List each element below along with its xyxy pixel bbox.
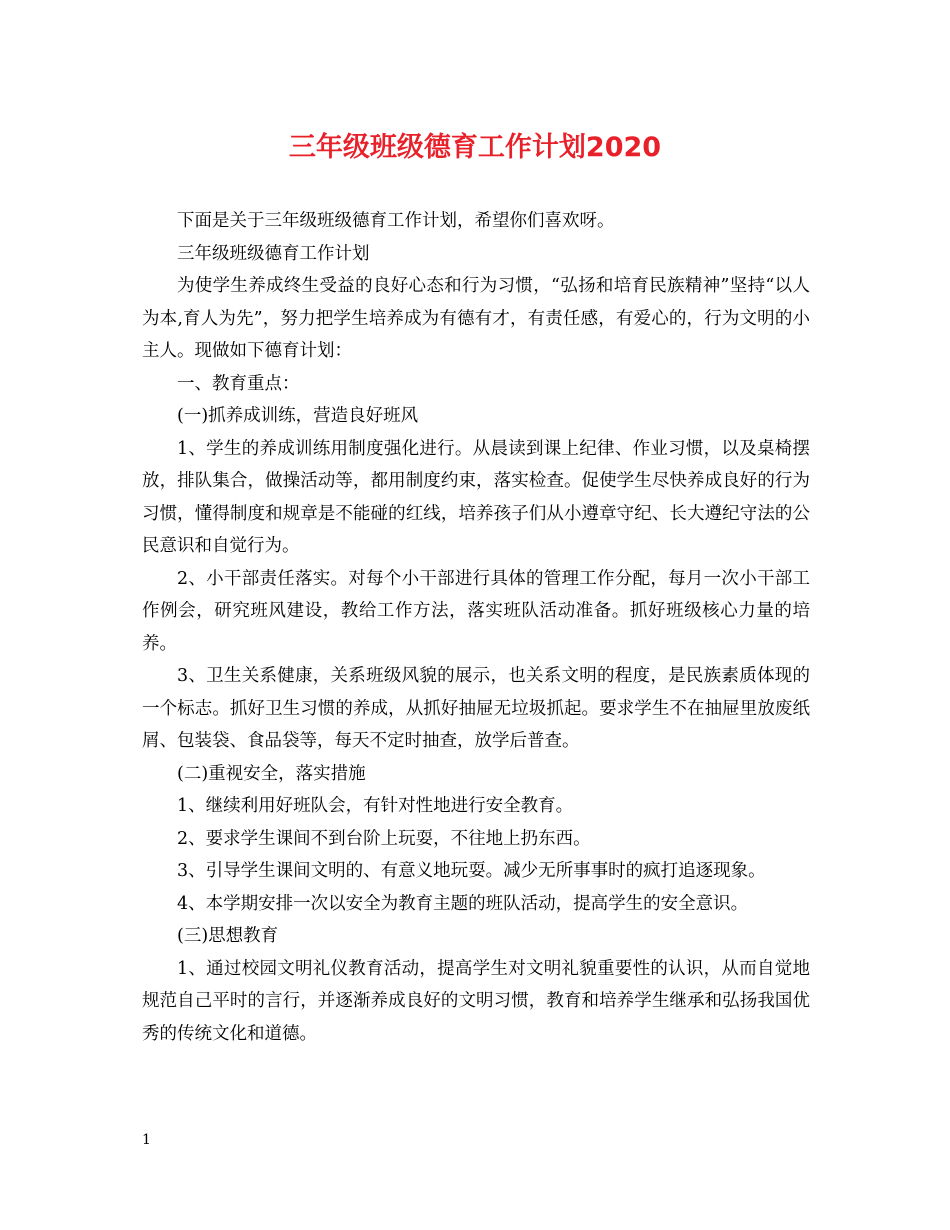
paragraph: 三年级班级德育工作计划 <box>177 243 370 264</box>
paragraph: 1、学生的养成训练用制度强化进行。从晨读到课上纪律、作业习惯，以及桌椅摆放，排队集合，做操活动等，都用制度约束，落实检查。促使学生尽快养成良好的行为习惯，懂得制度和规章是不能碰的红线，培养孩子们从小遵章守纪、长大遵纪守法的公民意识和自觉行为。 <box>142 438 810 556</box>
paragraph: 一、教育重点： <box>177 373 300 394</box>
paragraph: (三)思想教育 <box>177 926 279 946</box>
page-number: 1 <box>142 1132 151 1148</box>
paragraph: 1、通过校园文明礼仪教育活动，提高学生对文明礼貌重要性的认识，从而自觉地规范自己平时的言行，并逐渐养成良好的文明习惯，教育和培养学生继承和弘扬我国优秀的传统文化和道德。 <box>142 958 810 1044</box>
paragraph: 2、小干部责任落实。对每个小干部进行具体的管理工作分配，每月一次小干部工作例会，研究班风建设，教给工作方法，落实班队活动准备。抓好班级核心力量的培养。 <box>142 568 810 654</box>
paragraph: 3、卫生关系健康，关系班级风貌的展示，也关系文明的程度，是民族素质体现的一个标志。抓好卫生习惯的养成，从抓好抽屉无垃圾抓起。要求学生不在抽屉里放废纸屑、包装袋、食品袋等，每天不定时抽查，放学后普查。 <box>142 666 810 751</box>
paragraph: 2、要求学生课间不到台阶上玩耍，不往地上扔东西。 <box>177 828 591 849</box>
paragraph: 1、继续利用好班队会，有针对性地进行安全教育。 <box>177 796 574 816</box>
paragraph: 3、引导学生课间文明的、有意义地玩耍。减少无所事事时的疯打追逐现象。 <box>177 861 766 881</box>
paragraph: 4、本学期安排一次以安全为教育主题的班队活动，提高学生的安全意识。 <box>177 893 749 914</box>
paragraph: (二)重视安全，落实措施 <box>177 763 366 784</box>
paragraph: 为使学生养成终生受益的良好心态和行为习惯，“弘扬和培育民族精神”坚持“以人为本,育人为先”，努力把学生培养成为有德有才，有责任感，有爱心的，行为文明的小主人。现做如下德育计划： <box>142 276 810 361</box>
document-body <box>142 205 810 1050</box>
paragraph: (一)抓养成训练，营造良好班风 <box>177 406 419 426</box>
document-title: 三年级班级德育工作计划2020 <box>288 132 662 163</box>
paragraph: 下面是关于三年级班级德育工作计划，希望你们喜欢呀。 <box>177 211 615 231</box>
